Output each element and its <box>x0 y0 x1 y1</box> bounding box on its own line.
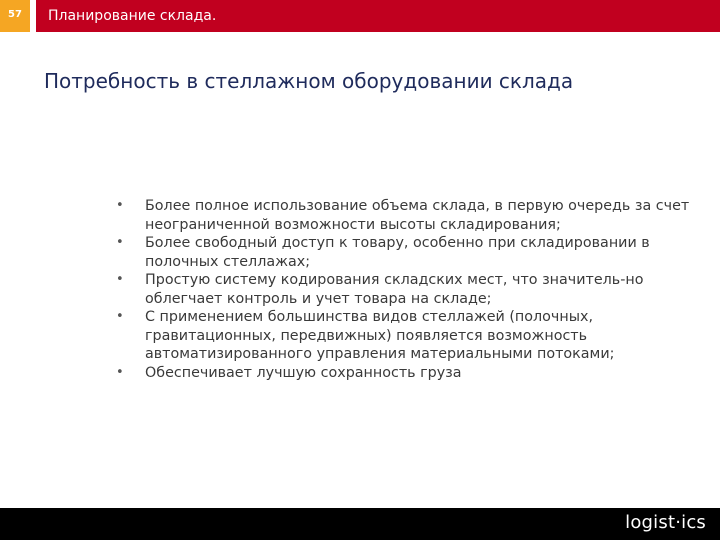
bullet-list <box>112 197 702 382</box>
list-item-text: Простую систему кодирования складских мест, что значитель-но облегчает контроль и учет товара на складе; <box>145 272 644 307</box>
logistics-logo: logist·ics <box>625 512 706 533</box>
list-item <box>112 197 702 234</box>
list-item <box>112 234 702 271</box>
list-item-text: Более свободный доступ к товару, особенно при складировании в полочных стеллажах; <box>145 235 650 270</box>
list-item <box>112 308 702 364</box>
bullet-icon: • <box>116 364 124 380</box>
list-item <box>112 271 702 308</box>
section-title: Планирование склада. <box>48 8 217 24</box>
bullet-icon: • <box>116 272 124 287</box>
slide-title: Потребность в стеллажном оборудовании склада <box>44 69 574 93</box>
bullet-icon: • <box>116 198 124 213</box>
list-item-text: Обеспечивает лучшую сохранность груза <box>145 364 462 381</box>
bullet-icon: • <box>116 235 124 250</box>
bullet-icon: • <box>116 309 124 324</box>
list-item <box>112 364 702 383</box>
header-bar <box>36 0 720 32</box>
slide-number: 57 <box>0 0 30 32</box>
footer-bar <box>0 508 720 540</box>
list-item-text: С применением большинства видов стеллажей (полочных, гравитационных, передвижных) появляется возможность автоматизированного управления материальными потоками; <box>145 309 615 362</box>
list-item-text: Более полное использование объема склада, в первую очередь за счет неограниченной возможности высоты складирования; <box>145 198 690 233</box>
